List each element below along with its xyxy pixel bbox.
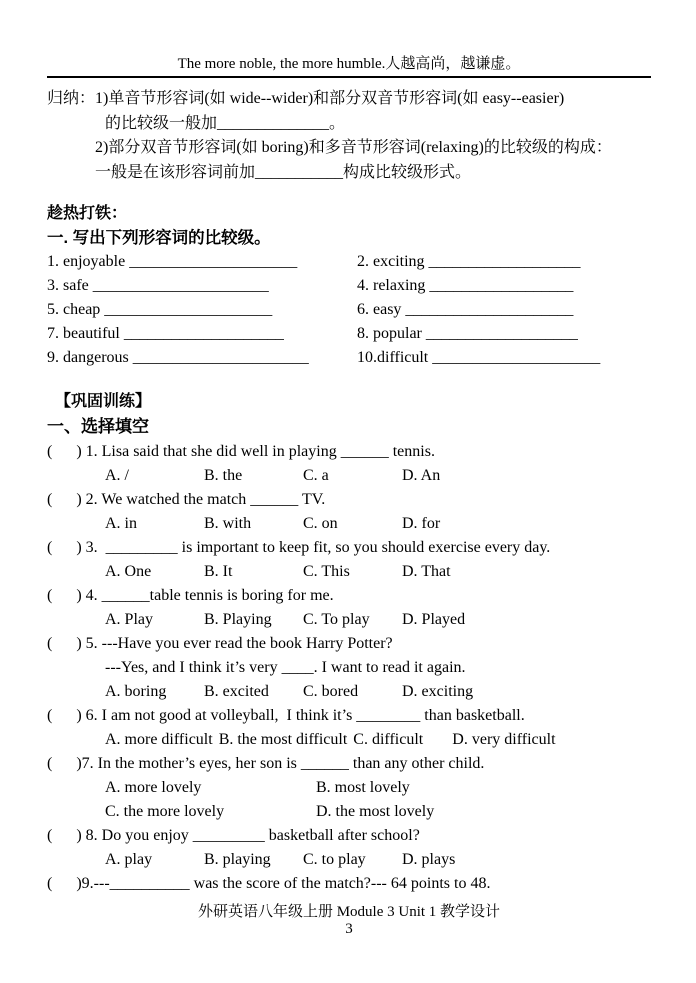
- option-label: A. Play: [105, 611, 153, 628]
- option-row: [105, 680, 651, 704]
- option-label: B. with: [204, 515, 252, 532]
- summary-line: 一般是在该形容词前加___________构成比较级形式。: [95, 163, 472, 181]
- option-row: [105, 728, 651, 752]
- option-row: [105, 608, 651, 632]
- option-label: C. on: [303, 515, 338, 532]
- summary-line: 2)部分双音节形容词(如 boring)和多音节形容词(relaxing)的比较级的构成：: [95, 139, 612, 156]
- option-label: D. exciting: [402, 683, 474, 700]
- question-stem: ( ) 3. _________ is important to keep fit, so you should exercise every day.: [47, 539, 551, 556]
- option-label: D. An: [402, 467, 441, 484]
- option-label: A. more lovely: [105, 779, 202, 796]
- option-label: A. One: [105, 563, 152, 580]
- footer-text: 外研英语八年级上册 Module 3 Unit 1 教学设计: [197, 904, 501, 920]
- option-label: C. to play: [303, 851, 366, 868]
- warmup-section: [47, 202, 651, 370]
- option-label: C. a: [303, 467, 329, 484]
- summary-line: 的比较级一般加______________。: [105, 114, 346, 132]
- option-row: [105, 464, 651, 488]
- practice-section: [47, 390, 651, 896]
- adjective-item: 8. popular ___________________: [357, 325, 578, 342]
- page-footer: [47, 904, 651, 938]
- adjective-item: 3. safe ______________________: [47, 277, 269, 294]
- option-label: B. It: [204, 563, 233, 580]
- page-motto: The more noble, the more humble.人越高尚，越谦虚。: [177, 56, 521, 72]
- adjective-item: 10.difficult _____________________: [357, 349, 601, 366]
- option-label: A. in: [105, 515, 137, 532]
- option-row: [105, 560, 651, 584]
- question-stem: ( ) 4. ______table tennis is boring for me.: [47, 587, 334, 604]
- adjective-list: [47, 250, 651, 370]
- adjective-item: 6. easy _____________________: [357, 301, 574, 318]
- option-label: B. most lovely: [316, 779, 410, 796]
- question-stem: ( ) 1. Lisa said that she did well in playing ______ tennis.: [47, 443, 435, 460]
- option-label: B. playing: [204, 851, 271, 868]
- option-row: [105, 512, 651, 536]
- summary-section: [47, 87, 651, 185]
- option-label: B. Playing: [204, 611, 272, 628]
- option-label: D. Played: [402, 611, 466, 628]
- question-continuation: ---Yes, and I think it’s very ____. I want to read it again.: [105, 659, 466, 676]
- summary-line: 归纳：1)单音节形容词(如 wide--wider)和部分双音节形容词(如 easy--easier): [47, 90, 565, 107]
- adjective-item: 4. relaxing __________________: [357, 277, 574, 294]
- header-rule: [47, 76, 651, 78]
- question-stem: ( )9.---__________ was the score of the match?--- 64 points to 48.: [47, 875, 491, 892]
- question-stem: ( )7. In the mother’s eyes, her son is ______ than any other child.: [47, 755, 485, 772]
- option-label: C. bored: [303, 683, 359, 700]
- option-row: [105, 800, 651, 824]
- adjective-item: 9. dangerous ______________________: [47, 349, 309, 366]
- question-stem: ( ) 2. We watched the match ______ TV.: [47, 491, 326, 508]
- option-label: C. To play: [303, 611, 370, 628]
- adjective-item: 5. cheap _____________________: [47, 301, 273, 318]
- option-label: D. the most lovely: [316, 803, 435, 820]
- option-label: D. very difficult: [452, 731, 556, 748]
- option-label: C. This: [303, 563, 350, 580]
- option-label: D. for: [402, 515, 441, 532]
- question-stem: ( ) 5. ---Have you ever read the book Harry Potter?: [47, 635, 393, 652]
- adjective-item: 1. enjoyable _____________________: [47, 253, 298, 270]
- option-label: B. the: [204, 467, 243, 484]
- option-label: A. /: [105, 467, 129, 484]
- question-stem: ( ) 8. Do you enjoy _________ basketball after school?: [47, 827, 420, 844]
- footer-page-number: 3: [345, 921, 353, 937]
- question-stem: ( ) 6. I am not good at volleyball, I think it’s ________ than basketball.: [47, 707, 525, 724]
- option-label: B. the most difficult: [218, 731, 348, 748]
- warmup-instruction: 一. 写出下列形容词的比较级。: [47, 229, 271, 247]
- question-list: [47, 440, 651, 896]
- option-label: C. the more lovely: [105, 803, 225, 820]
- warmup-title: 趁热打铁：: [47, 205, 128, 222]
- practice-title: 【巩固训练】: [55, 393, 152, 410]
- option-label: D. plays: [402, 851, 456, 868]
- adjective-item: 2. exciting ___________________: [357, 253, 581, 270]
- option-label: A. boring: [105, 683, 167, 700]
- option-label: C. difficult: [353, 731, 424, 748]
- option-row: [105, 848, 651, 872]
- option-row: [105, 776, 651, 800]
- adjective-item: 7. beautiful ____________________: [47, 325, 284, 342]
- option-label: A. more difficult: [105, 731, 213, 748]
- practice-section-title: 一、选择填空: [47, 417, 149, 436]
- option-label: A. play: [105, 851, 153, 868]
- option-label: B. excited: [204, 683, 269, 700]
- option-label: D. That: [402, 563, 451, 580]
